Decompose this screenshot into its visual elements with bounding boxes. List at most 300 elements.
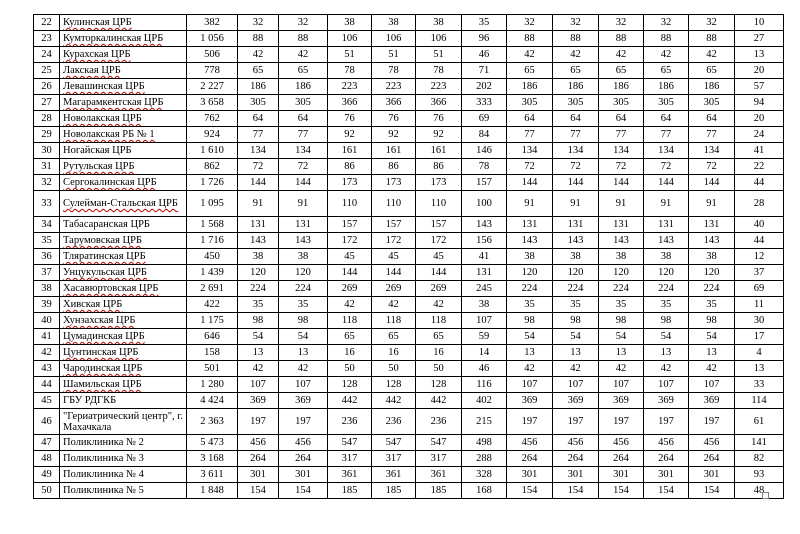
value-cell: 134 [644,143,689,159]
institution-name [60,175,187,191]
value-cell: 547 [416,435,462,451]
value-cell: 143 [462,217,507,233]
value-cell: 35 [279,297,328,313]
value-cell: 98 [689,313,735,329]
row-number: 50 [34,483,60,499]
value-cell: 76 [416,111,462,127]
value-cell: 76 [328,111,372,127]
table-row [34,95,784,111]
value-cell: 50 [372,361,416,377]
institution-name-text: Поликлиника № 5 [63,485,144,496]
value-cell: 93 [735,467,784,483]
value-cell: 51 [416,47,462,63]
value-cell: 369 [599,393,644,409]
value-cell: 134 [599,143,644,159]
value-cell: 157 [462,175,507,191]
value-cell: 77 [689,127,735,143]
value-cell: 305 [599,95,644,111]
value-cell: 366 [328,95,372,111]
table-row [34,329,784,345]
value-cell: 369 [644,393,689,409]
value-cell: 38 [644,249,689,265]
value-cell: 197 [507,409,553,435]
value-cell: 154 [507,483,553,499]
value-cell: 1 280 [187,377,238,393]
value-cell: 98 [279,313,328,329]
value-cell: 107 [644,377,689,393]
value-cell: 32 [279,15,328,31]
value-cell: 236 [416,409,462,435]
value-cell: 186 [553,79,599,95]
value-cell: 100 [462,191,507,217]
value-cell: 98 [507,313,553,329]
value-cell: 14 [462,345,507,361]
value-cell: 144 [238,175,279,191]
value-cell: 118 [416,313,462,329]
value-cell: 143 [507,233,553,249]
value-cell: 197 [238,409,279,435]
value-cell: 107 [689,377,735,393]
value-cell: 144 [507,175,553,191]
row-number: 25 [34,63,60,79]
institution-name [60,313,187,329]
institution-name [60,451,187,467]
value-cell: 82 [735,451,784,467]
table-row [34,249,784,265]
value-cell: 317 [372,451,416,467]
value-cell: 35 [462,15,507,31]
table-row [34,435,784,451]
institution-name-text: Шамильская ЦРБ [63,379,142,390]
value-cell: 110 [328,191,372,217]
value-cell: 157 [416,217,462,233]
value-cell: 2 691 [187,281,238,297]
institution-name-text: Поликлиника № 4 [63,469,144,480]
value-cell: 305 [279,95,328,111]
value-cell: 42 [553,361,599,377]
value-cell: 4 [735,345,784,361]
row-number: 36 [34,249,60,265]
value-cell: 173 [372,175,416,191]
value-cell: 17 [735,329,784,345]
value-cell: 64 [279,111,328,127]
institution-name-text: Рутульская ЦРБ [63,161,135,172]
value-cell: 42 [416,297,462,313]
value-cell: 42 [689,47,735,63]
value-cell: 98 [599,313,644,329]
institution-name [60,47,187,63]
institution-name [60,191,187,217]
value-cell: 161 [328,143,372,159]
value-cell: 38 [553,249,599,265]
value-cell: 1 056 [187,31,238,47]
value-cell: 1 716 [187,233,238,249]
value-cell: 131 [462,265,507,281]
value-cell: 110 [372,191,416,217]
value-cell: 91 [279,191,328,217]
value-cell: 143 [599,233,644,249]
table-row [34,143,784,159]
value-cell: 646 [187,329,238,345]
value-cell: 173 [328,175,372,191]
value-cell: 38 [462,297,507,313]
row-number: 42 [34,345,60,361]
value-cell: 317 [416,451,462,467]
table-row [34,393,784,409]
value-cell: 501 [187,361,238,377]
row-number: 40 [34,313,60,329]
value-cell: 106 [372,31,416,47]
table-row [34,265,784,281]
value-cell: 141 [735,435,784,451]
value-cell: 27 [735,31,784,47]
value-cell: 65 [507,63,553,79]
value-cell: 3 658 [187,95,238,111]
institution-name [60,361,187,377]
value-cell: 134 [689,143,735,159]
value-cell: 317 [328,451,372,467]
value-cell: 44 [735,175,784,191]
institution-name-text: Хасавюртовская ЦРБ [63,283,159,294]
row-number: 48 [34,451,60,467]
value-cell: 35 [689,297,735,313]
value-cell: 305 [238,95,279,111]
value-cell: 547 [372,435,416,451]
value-cell: 91 [553,191,599,217]
institution-name [60,233,187,249]
value-cell: 91 [507,191,553,217]
value-cell: 186 [689,79,735,95]
value-cell: 86 [416,159,462,175]
value-cell: 42 [238,47,279,63]
value-cell: 547 [328,435,372,451]
value-cell: 11 [735,297,784,313]
table-row [34,47,784,63]
table-row [34,159,784,175]
value-cell: 16 [372,345,416,361]
value-cell: 186 [644,79,689,95]
value-cell: 71 [462,63,507,79]
value-cell: 498 [462,435,507,451]
value-cell: 22 [735,159,784,175]
value-cell: 20 [735,111,784,127]
value-cell: 13 [507,345,553,361]
value-cell: 224 [279,281,328,297]
value-cell: 59 [462,329,507,345]
value-cell: 1 726 [187,175,238,191]
value-cell: 186 [238,79,279,95]
value-cell: 35 [644,297,689,313]
value-cell: 42 [279,361,328,377]
value-cell: 42 [372,297,416,313]
value-cell: 361 [328,467,372,483]
value-cell: 224 [689,281,735,297]
value-cell: 48 [735,483,784,499]
value-cell: 120 [689,265,735,281]
value-cell: 51 [372,47,416,63]
value-cell: 65 [279,63,328,79]
value-cell: 54 [644,329,689,345]
value-cell: 154 [689,483,735,499]
table-row [34,63,784,79]
value-cell: 264 [507,451,553,467]
value-cell: 131 [599,217,644,233]
institution-name [60,143,187,159]
value-cell: 269 [372,281,416,297]
value-cell: 88 [238,31,279,47]
institution-name-text: Поликлиника № 2 [63,437,144,448]
value-cell: 144 [644,175,689,191]
value-cell: 1 568 [187,217,238,233]
value-cell: 13 [689,345,735,361]
value-cell: 64 [553,111,599,127]
value-cell: 186 [507,79,553,95]
value-cell: 42 [507,47,553,63]
value-cell: 45 [372,249,416,265]
value-cell: 72 [553,159,599,175]
institution-name [60,249,187,265]
institution-name-text: Кулинская ЦРБ [63,17,132,28]
value-cell: 44 [735,233,784,249]
value-cell: 120 [644,265,689,281]
value-cell: 54 [507,329,553,345]
value-cell: 88 [553,31,599,47]
value-cell: 305 [689,95,735,111]
value-cell: 264 [644,451,689,467]
value-cell: 98 [644,313,689,329]
value-cell: 128 [416,377,462,393]
table-row [34,297,784,313]
value-cell: 305 [553,95,599,111]
value-cell: 173 [416,175,462,191]
value-cell: 88 [689,31,735,47]
value-cell: 65 [238,63,279,79]
value-cell: 236 [372,409,416,435]
value-cell: 131 [553,217,599,233]
value-cell: 269 [328,281,372,297]
value-cell: 88 [507,31,553,47]
value-cell: 16 [328,345,372,361]
value-cell: 224 [553,281,599,297]
value-cell: 185 [372,483,416,499]
value-cell: 20 [735,63,784,79]
value-cell: 86 [328,159,372,175]
value-cell: 118 [372,313,416,329]
value-cell: 301 [279,467,328,483]
value-cell: 223 [416,79,462,95]
value-cell: 186 [279,79,328,95]
institution-name [60,483,187,499]
value-cell: 369 [689,393,735,409]
value-cell: 264 [599,451,644,467]
table-row [34,361,784,377]
value-cell: 197 [553,409,599,435]
value-cell: 32 [507,15,553,31]
value-cell: 1 095 [187,191,238,217]
value-cell: 13 [279,345,328,361]
table-row [34,191,784,217]
value-cell: 456 [553,435,599,451]
value-cell: 264 [689,451,735,467]
row-number: 35 [34,233,60,249]
value-cell: 143 [238,233,279,249]
value-cell: 92 [416,127,462,143]
value-cell: 91 [238,191,279,217]
value-cell: 88 [279,31,328,47]
value-cell: 128 [328,377,372,393]
value-cell: 143 [689,233,735,249]
row-number: 31 [34,159,60,175]
value-cell: 333 [462,95,507,111]
value-cell: 197 [599,409,644,435]
value-cell: 77 [279,127,328,143]
value-cell: 134 [238,143,279,159]
value-cell: 369 [238,393,279,409]
value-cell: 77 [553,127,599,143]
value-cell: 369 [553,393,599,409]
value-cell: 4 424 [187,393,238,409]
value-cell: 38 [416,15,462,31]
table-row [34,377,784,393]
value-cell: 114 [735,393,784,409]
institution-name-text: Новолакская ЦРБ [63,113,142,124]
table-row [34,483,784,499]
value-cell: 1 175 [187,313,238,329]
value-cell: 96 [462,31,507,47]
value-cell: 13 [735,361,784,377]
value-cell: 42 [644,47,689,63]
value-cell: 301 [238,467,279,483]
institution-name [60,159,187,175]
institution-name [60,15,187,31]
value-cell: 131 [644,217,689,233]
value-cell: 450 [187,249,238,265]
value-cell: 72 [279,159,328,175]
value-cell: 107 [279,377,328,393]
value-cell: 42 [279,47,328,63]
value-cell: 442 [372,393,416,409]
value-cell: 202 [462,79,507,95]
institution-name [60,127,187,143]
value-cell: 65 [553,63,599,79]
value-cell: 156 [462,233,507,249]
value-cell: 107 [462,313,507,329]
value-cell: 13 [553,345,599,361]
institution-name-text: Тляратинская ЦРБ [63,251,146,262]
value-cell: 91 [599,191,644,217]
table-row [34,467,784,483]
institution-name-text: Лакская ЦРБ [63,65,121,76]
row-number: 23 [34,31,60,47]
value-cell: 328 [462,467,507,483]
table-row [34,451,784,467]
value-cell: 215 [462,409,507,435]
value-cell: 42 [689,361,735,377]
value-cell: 186 [599,79,644,95]
value-cell: 144 [372,265,416,281]
value-cell: 35 [599,297,644,313]
institution-name-text: Сергокалинская ЦРБ [63,177,157,188]
institution-name-text: Цунтинская ЦРБ [63,347,139,358]
value-cell: 35 [553,297,599,313]
value-cell: 88 [599,31,644,47]
value-cell: 72 [238,159,279,175]
value-cell: 442 [416,393,462,409]
value-cell: 456 [507,435,553,451]
value-cell: 366 [372,95,416,111]
value-cell: 40 [735,217,784,233]
institution-name [60,265,187,281]
row-number: 43 [34,361,60,377]
value-cell: 72 [599,159,644,175]
value-cell: 35 [238,297,279,313]
value-cell: 3 611 [187,467,238,483]
institution-name [60,377,187,393]
row-number: 37 [34,265,60,281]
value-cell: 32 [238,15,279,31]
value-cell: 92 [372,127,416,143]
value-cell: 366 [416,95,462,111]
value-cell: 35 [507,297,553,313]
value-cell: 223 [372,79,416,95]
value-cell: 1 848 [187,483,238,499]
institution-name-text: Кумторкалинская ЦРБ [63,33,164,44]
value-cell: 143 [553,233,599,249]
value-cell: 92 [328,127,372,143]
institution-name-text: ГБУ РДГКБ [63,395,117,406]
value-cell: 37 [735,265,784,281]
table-row [34,345,784,361]
value-cell: 54 [599,329,644,345]
institution-name [60,31,187,47]
value-cell: 131 [238,217,279,233]
value-cell: 88 [644,31,689,47]
row-number: 34 [34,217,60,233]
value-cell: 106 [328,31,372,47]
institution-name-text: Табасаранская ЦРБ [63,219,150,230]
value-cell: 224 [238,281,279,297]
value-cell: 42 [644,361,689,377]
row-number: 29 [34,127,60,143]
value-cell: 862 [187,159,238,175]
institution-name [60,297,187,313]
value-cell: 161 [416,143,462,159]
value-cell: 65 [328,329,372,345]
institution-name [60,217,187,233]
row-number: 49 [34,467,60,483]
value-cell: 168 [462,483,507,499]
value-cell: 146 [462,143,507,159]
value-cell: 144 [553,175,599,191]
value-cell: 264 [279,451,328,467]
value-cell: 10 [735,15,784,31]
value-cell: 77 [644,127,689,143]
value-cell: 72 [689,159,735,175]
value-cell: 305 [644,95,689,111]
value-cell: 402 [462,393,507,409]
value-cell: 54 [553,329,599,345]
value-cell: 69 [735,281,784,297]
value-cell: 158 [187,345,238,361]
institution-name [60,435,187,451]
row-number: 44 [34,377,60,393]
value-cell: 456 [279,435,328,451]
value-cell: 116 [462,377,507,393]
value-cell: 42 [553,47,599,63]
value-cell: 65 [599,63,644,79]
value-cell: 46 [462,361,507,377]
value-cell: 77 [238,127,279,143]
